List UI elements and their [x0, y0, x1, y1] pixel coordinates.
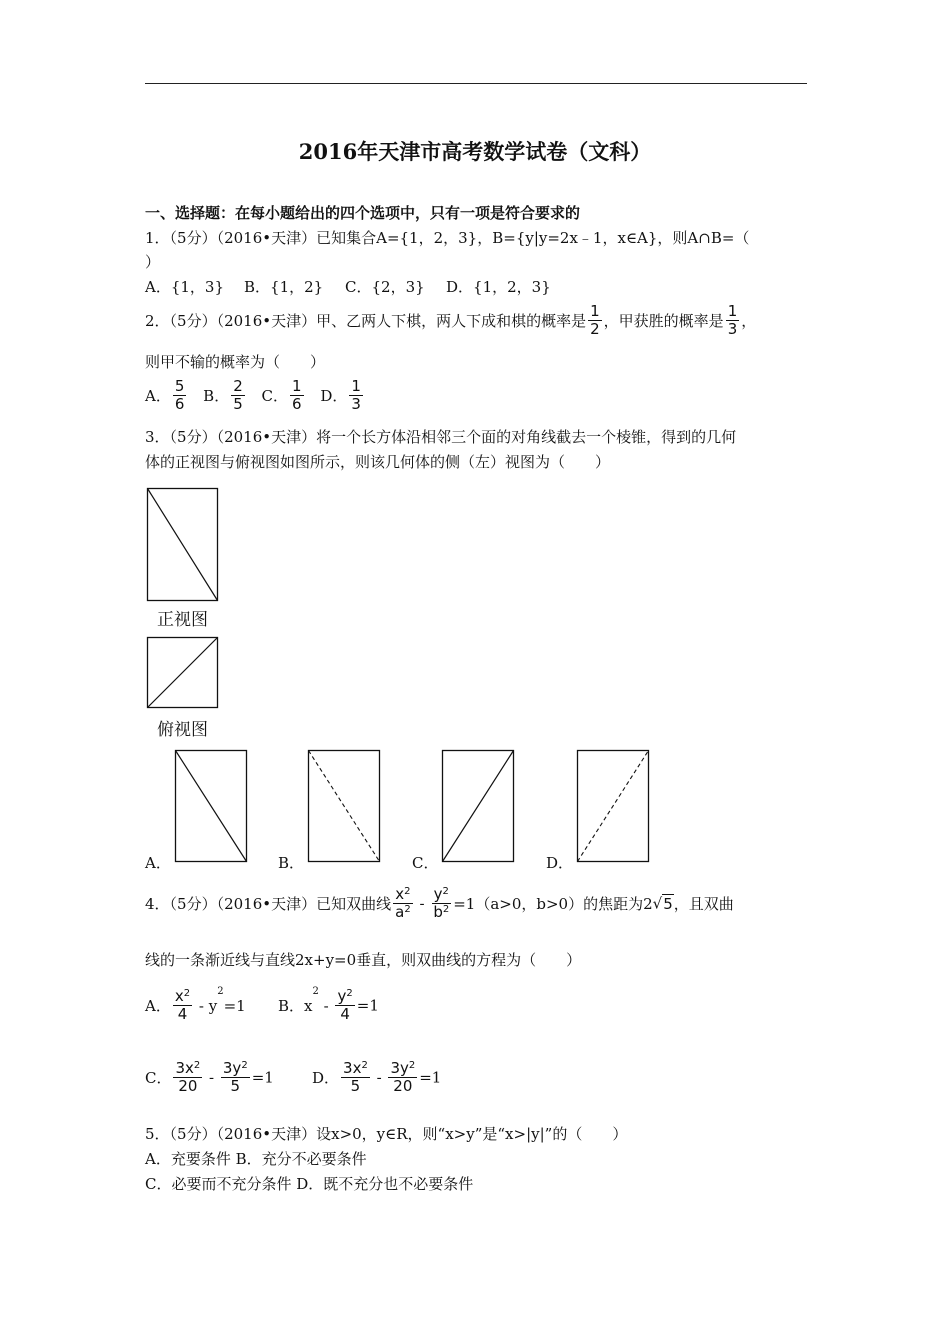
q2-options: A． $\frac{5}{6}$ B． $\frac{2}{5}$ C． $\frac{1}{6}$ D． $\frac{1}{3}$	[145, 377, 361, 413]
top-rule	[145, 83, 807, 84]
q3-option-c-figure	[442, 750, 515, 863]
q4-frac-x2a2: $\frac{x^2}{a^2}$	[395, 885, 411, 921]
q2-text-b: ，甲获胜的概率是	[603, 312, 724, 330]
q5-options-cd: C．必要而不充分条件 D．既不充分也不必要条件	[145, 1175, 474, 1193]
top-view-caption: 俯视图	[157, 720, 208, 740]
q5-stem: 5．（5分）（2016•天津）设x>0，y∈R，则“x>y”是“x>|y|”的（ ）	[145, 1125, 628, 1143]
q4-stem: 4．（5分）（2016•天津）已知双曲线 $\frac{x^2}{a^2}$ - $\frac{y^2}{b^2}$ =1（a>0，b>0）的焦距为2√5，且双曲	[145, 885, 734, 921]
front-view-caption: 正视图	[157, 610, 208, 630]
q3-option-d-label: D．	[546, 854, 574, 872]
q1-stem: 1．（5分）（2016•天津）已知集合A={1，2，3}，B={y|y=2x﹣1，x∈A}，则A∩B=（	[145, 229, 750, 247]
q2-fraction-draw: $\frac{1}{2}$	[590, 302, 600, 338]
q2-stem-line2: 则甲不输的概率为（ ）	[145, 353, 326, 371]
q2-fraction-win: $\frac{1}{3}$	[727, 302, 738, 338]
q2-option-d-frac: $\frac{1}{3}$	[351, 377, 361, 413]
q2-option-c-frac: $\frac{1}{6}$	[292, 377, 302, 413]
front-view-figure	[147, 488, 219, 602]
q3-stem: 3．（5分）（2016•天津）将一个长方体沿相邻三个面的对角线截去一个棱锥，得到的几何	[145, 428, 737, 446]
q5-options-ab: A．充要条件 B．充分不必要条件	[145, 1150, 367, 1168]
q3-option-d-figure	[577, 750, 650, 863]
q4-frac-y2b2: $\frac{y^2}{b^2}$	[433, 885, 450, 921]
page-title: 2016年天津市高考数学试卷（文科）	[298, 139, 652, 164]
section-heading: 一、选择题：在每小题给出的四个选项中，只有一项是符合要求的	[145, 204, 581, 222]
q2-stem: 2．（5分）（2016•天津）甲、乙两人下棋，两人下成和棋的概率是 $\frac{1}{2}$ ，甲获胜的概率是 $\frac{1}{3}$ ，	[145, 302, 757, 338]
q4-stem-line2: 线的一条渐近线与直线2x+y=0垂直，则双曲线的方程为（ ）	[145, 951, 582, 969]
q4-option-c: C． $\frac{3x^2}{20}$ - $\frac{3y^2}{5}$ =1	[145, 1059, 274, 1095]
q2-text-a: 2．（5分）（2016•天津）甲、乙两人下棋，两人下成和棋的概率是	[145, 312, 587, 330]
q1-option-c: C．{2，3}	[345, 278, 425, 296]
q3-option-b-label: B．	[278, 854, 305, 872]
q1-stem-end: ）	[145, 253, 161, 271]
q4-option-b: B．$x^2$ - $\frac{y^2}{4}$ =1	[278, 986, 379, 1023]
q3-option-c-label: C．	[412, 854, 439, 872]
top-view-figure	[147, 637, 219, 709]
q3-option-a-label: A．	[145, 854, 171, 872]
q1-option-d: D．{1，2，3}	[446, 278, 551, 296]
q2-option-b-frac: $\frac{2}{5}$	[233, 377, 243, 413]
q3-option-b-figure	[308, 750, 381, 863]
q4-option-a: A． $\frac{x^2}{4}$ - $y^2=1$	[145, 986, 246, 1023]
q1-option-a: A．{1，3}	[145, 278, 225, 296]
q4-option-d: D． $\frac{3x^2}{5}$ - $\frac{3y^2}{20}$ =1	[312, 1059, 442, 1095]
q3-stem-line2: 体的正视图与俯视图如图所示，则该几何体的侧（左）视图为（ ）	[145, 453, 611, 471]
q4-sqrt: √5	[652, 894, 673, 913]
q2-option-a-frac: $\frac{5}{6}$	[174, 377, 185, 413]
q3-option-a-figure	[175, 750, 248, 863]
q1-option-b: B．{1，2}	[244, 278, 324, 296]
